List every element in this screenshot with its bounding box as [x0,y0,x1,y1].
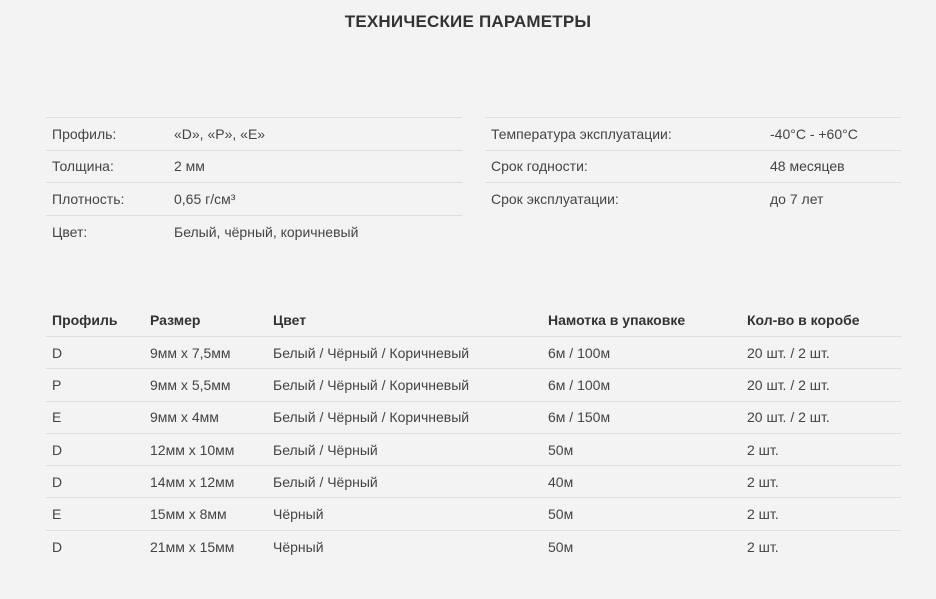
cell-box-qty: 20 шт. / 2 шт. [747,344,830,361]
table-row [46,466,901,498]
spec-value: 48 месяцев [770,158,845,175]
cell-box-qty: 2 шт. [747,506,779,523]
table-row [46,531,901,563]
cell-winding: 6м / 150м [548,409,611,426]
cell-size: 12мм х 10мм [150,441,235,458]
spec-list-left [46,117,462,248]
cell-winding: 6м / 100м [548,344,611,361]
spec-label: Плотность: [52,190,125,207]
cell-winding: 50м [548,506,574,523]
cell-size: 9мм х 7,5мм [150,344,231,361]
cell-box-qty: 20 шт. / 2 шт. [747,409,830,426]
table-header [46,304,901,337]
spec-label: Срок годности: [491,158,588,175]
cell-color: Белый / Чёрный / Коричневый [273,344,470,361]
cell-winding: 50м [548,441,574,458]
spec-label: Толщина: [52,158,114,175]
spec-value: 2 мм [174,158,205,175]
cell-color: Белый / Чёрный [273,441,378,458]
cell-color: Белый / Чёрный / Коричневый [273,409,470,426]
cell-profile: E [52,409,62,426]
spec-row-service-life [485,183,901,216]
table-row [46,498,901,530]
cell-size: 9мм х 5,5мм [150,376,231,393]
cell-box-qty: 20 шт. / 2 шт. [747,376,830,393]
cell-size: 15мм х 8мм [150,506,227,523]
spec-row-thickness [46,151,462,184]
cell-profile: D [52,441,63,458]
cell-color: Белый / Чёрный [273,473,378,490]
cell-profile: D [52,344,63,361]
product-table [46,304,901,563]
cell-winding: 50м [548,538,574,555]
header-box-qty: Кол-во в коробе [747,312,860,328]
table-row [46,434,901,466]
spec-row-profile [46,118,462,151]
cell-color: Чёрный [273,538,324,555]
cell-winding: 6м / 100м [548,376,611,393]
cell-box-qty: 2 шт. [747,473,779,490]
spec-value: «D», «P», «E» [174,125,266,142]
spec-list-right [485,117,901,216]
spec-label: Цвет: [52,223,88,240]
spec-label: Срок эксплуатации: [491,191,619,208]
header-profile: Профиль [52,312,118,328]
cell-color: Чёрный [273,506,324,523]
header-winding: Намотка в упаковке [548,312,686,328]
cell-size: 14мм х 12мм [150,473,235,490]
page-title: ТЕХНИЧЕСКИЕ ПАРАМЕТРЫ [344,12,592,31]
spec-row-density [46,183,462,216]
cell-profile: D [52,473,63,490]
cell-size: 21мм х 15мм [150,538,235,555]
spec-value: до 7 лет [770,191,824,208]
spec-value: Белый, чёрный, коричневый [174,223,359,240]
table-row [46,402,901,434]
header-size: Размер [150,312,201,328]
cell-size: 9мм х 4мм [150,409,219,426]
table-row [46,369,901,401]
spec-row-temperature [485,118,901,151]
spec-row-color [46,216,462,249]
spec-value: 0,65 г/см³ [174,190,236,207]
table-row [46,337,901,369]
cell-box-qty: 2 шт. [747,441,779,458]
cell-profile: D [52,538,63,555]
spec-label: Профиль: [52,125,117,142]
cell-box-qty: 2 шт. [747,538,779,555]
spec-label: Температура эксплуатации: [491,125,672,142]
cell-color: Белый / Чёрный / Коричневый [273,376,470,393]
cell-profile: E [52,506,62,523]
header-color: Цвет [273,312,307,328]
cell-profile: P [52,376,62,393]
cell-winding: 40м [548,473,574,490]
spec-row-shelf-life [485,151,901,184]
spec-value: -40°C - +60°C [770,125,858,142]
